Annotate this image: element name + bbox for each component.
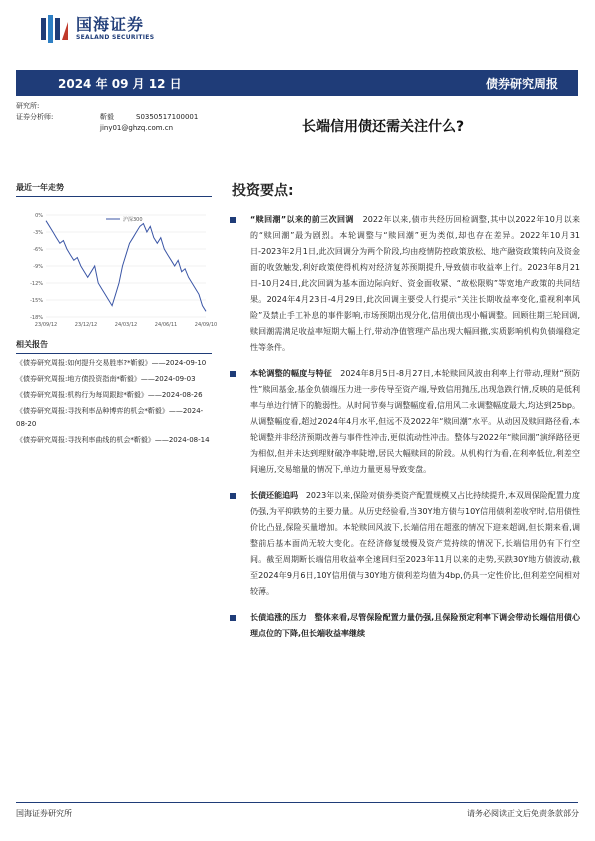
right-column: [230, 180, 580, 652]
analyst-name: 靳毅: [100, 113, 114, 121]
footer-divider: [16, 802, 578, 803]
bullet-icon: [230, 493, 236, 499]
key-point-lead: 长债追涨的压力: [250, 613, 307, 622]
related-item[interactable]: 《债券研究周报:地方债投资指南*靳毅》——2024-09-03: [16, 375, 196, 383]
related-heading: 相关报告: [16, 339, 212, 354]
key-point-4: [230, 610, 580, 642]
left-column: [16, 182, 218, 450]
key-point-text: 2023年以来,保险对债券类资产配置规模又占比持续提升,本双周保险配置力度仍强,为平抑跌势的主要力量。从历史经验看,当30Y地方债与10Y信用债利差收窄时,信用债性价比凸显,保险买量增加。本轮赎回风波下,长端信用在超涨的情况下迎来超调,但长期来看,调整前后基本面尚无较大变化。在经济修复缓慢及资产荒持续的情况下,长端信用仍有下行空间。截至周期断长端信用收益率全速回归至2023年11月以来的走势,买跌30Y地方债波动,截至2024年9月6日,10Y信用债与30Y地方债利差均值为4bp,仍具一定性价比,但利差空间相对较薄。: [250, 491, 580, 596]
trend-chart: [16, 205, 218, 335]
key-point-text: 2022年以来,债市共经历回检调整,其中以2022年10月以来的“赎回潮”最为剧烈。本轮调整与“赎回潮”更为类似,却也存在差异。2022年10月31日-2023年2月1日,此次回调分为两个阶段,均由疫情防控政策放松、地产融资政策转向及资金面的收敛触发,利好政策使得机构对经济复苏预期提升,导致债市收益率上行。2023年8月21日-10月24日,此次回调为基本面边际向好、资金面收紧、“故松限购”等宽地产政策的共同结果。2024年4月23日-4月29日,此次回调主要受人行提示“关注长期收益率变化,重视利率风险”及禁止手工补息的事件影响,市场预期出现分化,信用债出现小幅调整。回顾往期三轮回调,赎回潮需满足收益率短期大幅上行,带动净值管理产品出现大幅回撤,实质影响机构负债端稳定性等条件。: [250, 215, 581, 352]
related-item[interactable]: 《债券研究周报:寻找利率品种博弈的机会*靳毅》——2024-08-20: [16, 407, 204, 428]
cert-no: S0350517100001: [136, 113, 199, 121]
page-title: 长端信用债还需关注什么?: [302, 119, 465, 135]
report-type: 债券研究周报: [485, 76, 558, 91]
company-logo: [40, 14, 154, 44]
key-point-lead: “赎回潮”以来的前三次回调: [250, 215, 354, 224]
key-point-3: [230, 488, 580, 600]
key-point-2: [230, 366, 580, 478]
legend-label: 沪深300: [123, 217, 143, 223]
bullet-icon: [230, 615, 236, 621]
x-tick-label: 23/12/12: [74, 322, 98, 328]
footer-left: 国海证券研究所: [16, 809, 72, 818]
key-point-lead: 长债还能追吗: [250, 491, 299, 500]
logo-mark-icon: [40, 14, 70, 44]
analyst-email[interactable]: jiny01@ghzq.com.cn: [100, 124, 174, 132]
x-tick-label: 24/09/10: [194, 322, 218, 328]
y-tick-label: -9%: [33, 264, 43, 270]
related-item[interactable]: 《债券研究周报:机构行为每周跟踪*靳毅》——2024-08-26: [16, 391, 203, 399]
x-tick-label: 24/06/11: [154, 322, 178, 328]
logo-cn-text: 国海证券: [76, 15, 145, 34]
trend-chart-svg: [16, 205, 218, 335]
institute-label: 研究所:: [16, 102, 40, 110]
y-tick-label: -12%: [30, 281, 43, 287]
x-tick-label: 24/03/12: [114, 322, 138, 328]
key-point-text: 整体来看,尽管保险配置力量仍强,且保险预定利率下调会带动长端信用债心理点位的下降,但长端收益率继续: [250, 613, 581, 638]
header-bar: [16, 70, 578, 96]
bullet-icon: [230, 217, 236, 223]
trend-heading: 最近一年走势: [16, 182, 212, 197]
bullet-icon: [230, 371, 236, 377]
related-item[interactable]: 《债券研究周报:如何提升交易胜率?*靳毅》——2024-09-10: [16, 359, 207, 367]
y-tick-label: -6%: [33, 247, 43, 253]
y-tick-label: -3%: [33, 230, 43, 236]
related-item[interactable]: 《债券研究周报:寻找利率曲线的机会*靳毅》——2024-08-14: [16, 436, 210, 444]
key-point-lead: 本轮调整的幅度与特征: [250, 369, 333, 378]
footer-disclaimer: 请务必阅读正文后免责条款部分: [467, 809, 579, 818]
y-tick-label: -18%: [30, 315, 43, 321]
y-tick-label: 0%: [35, 213, 43, 219]
author-meta: [16, 101, 198, 134]
x-tick-label: 23/09/12: [34, 322, 58, 328]
related-list: [16, 357, 212, 447]
main-heading: 投资要点:: [232, 183, 294, 199]
report-date: 2024 年 09 月 12 日: [58, 76, 182, 91]
y-tick-label: -15%: [30, 298, 43, 304]
key-point-1: [230, 212, 580, 356]
analyst-label: 证券分析师:: [16, 113, 54, 121]
key-point-text: 2024年8月5日-8月27日,本轮赎回风波由利率上行带动,理财“预防性”赎回基金,基金负债端压力进一步传导至资产端,导致信用抛压,出现急跌行情,反映的是低利率与单边行情下的脆弱性。从时间节奏与调整幅度看,信用风二永调整幅度最大,均达到25bp。从调整幅度看,超过2024年4月水平,但远不及2022年“赎回潮”水平。从动因及赎回路径看,本轮调整并非经济预期改善与事件性冲击,更似流动性冲击。整体与2022年“赎回潮”演绎路径更为相似,但并未达到理财破净率陡增,居民大幅赎回的阶段。从机构行为看,在利率低位,利差空间遍历,交易缩量的情况下,单边力量更易导致变盘。: [250, 369, 580, 474]
logo-en-text: SEALAND SECURITIES: [76, 34, 155, 41]
